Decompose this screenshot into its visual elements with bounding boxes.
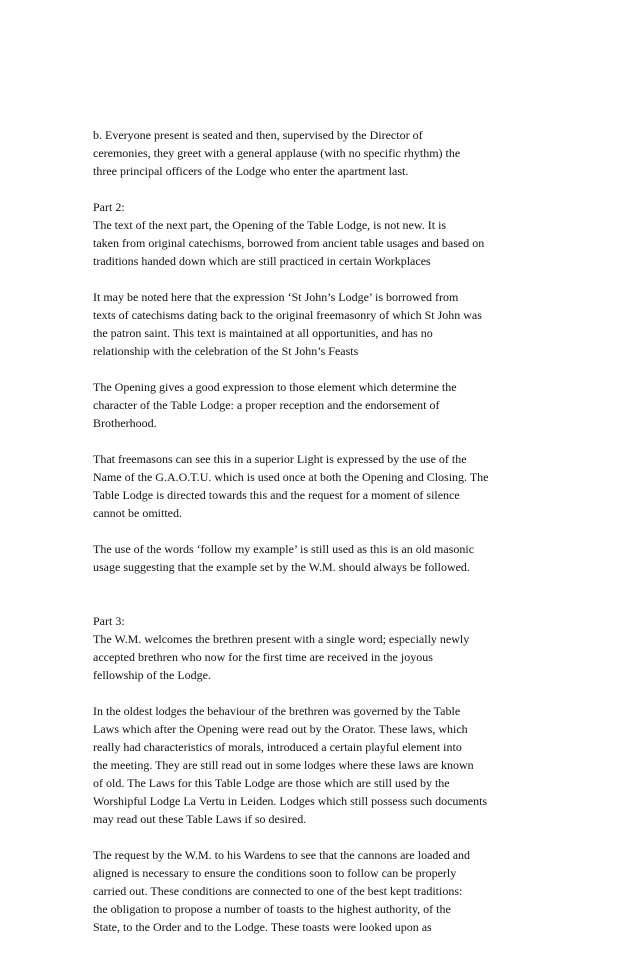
text-line: the meeting. They are still read out in some lodges where these laws are known <box>93 758 474 772</box>
text-line: the patron saint. This text is maintained at all opportunities, and has no <box>93 326 433 340</box>
section-heading: Part 2: <box>93 200 125 214</box>
paragraph-part-3 <box>93 612 523 684</box>
text-line: In the oldest lodges the behaviour of the brethren was governed by the Table <box>93 704 461 718</box>
paragraph-part-2 <box>93 198 523 270</box>
text-line: relationship with the celebration of the St John’s Feasts <box>93 344 359 358</box>
text-line: traditions handed down which are still practiced in certain Workplaces <box>93 254 431 268</box>
text-line: character of the Table Lodge: a proper reception and the endorsement of <box>93 398 440 412</box>
text-line: Worshipful Lodge La Vertu in Leiden. Lodges which still possess such documents <box>93 794 488 808</box>
text-line: aligned is necessary to ensure the conditions soon to follow can be properly <box>93 866 457 880</box>
text-line: Table Lodge is directed towards this and the request for a moment of silence <box>93 488 460 502</box>
text-line: may read out these Table Laws if so desired. <box>93 812 307 826</box>
text-line: really had characteristics of morals, introduced a certain playful element into <box>93 740 462 754</box>
text-line: ceremonies, they greet with a general applause (with no specific rhythm) the <box>93 146 461 160</box>
paragraph-follow-example <box>93 540 523 576</box>
text-line: three principal officers of the Lodge who enter the apartment last. <box>93 164 409 178</box>
paragraph-table-laws <box>93 702 523 828</box>
text-line: taken from original catechisms, borrowed from ancient table usages and based on <box>93 236 485 250</box>
text-line: The text of the next part, the Opening of the Table Lodge, is not new. It is <box>93 218 447 232</box>
paragraph-opening <box>93 378 523 432</box>
text-line: b. Everyone present is seated and then, supervised by the Director of <box>93 128 423 142</box>
text-line: Laws which after the Opening were read out by the Orator. These laws, which <box>93 722 468 736</box>
text-line: State, to the Order and to the Lodge. These toasts were looked upon as <box>93 920 432 934</box>
paragraph-superior-light <box>93 450 523 522</box>
text-line: The Opening gives a good expression to those element which determine the <box>93 380 457 394</box>
text-line: texts of catechisms dating back to the original freemasonry of which St John was <box>93 308 482 322</box>
text-line: It may be noted here that the expression ‘St John’s Lodge’ is borrowed from <box>93 290 459 304</box>
text-line: of old. The Laws for this Table Lodge are those which are still used by the <box>93 776 450 790</box>
text-line: the obligation to propose a number of toasts to the highest authority, of the <box>93 902 451 916</box>
text-line: usage suggesting that the example set by the W.M. should always be followed. <box>93 560 470 574</box>
document-body <box>93 126 523 954</box>
section-heading: Part 3: <box>93 614 125 628</box>
paragraph-cannons-toasts <box>93 846 523 936</box>
text-line: Name of the G.A.O.T.U. which is used once at both the Opening and Closing. The <box>93 470 489 484</box>
text-line: The W.M. welcomes the brethren present with a single word; especially newly <box>93 632 470 646</box>
text-line: Brotherhood. <box>93 416 157 430</box>
text-line: fellowship of the Lodge. <box>93 668 211 682</box>
text-line: The request by the W.M. to his Wardens to see that the cannons are loaded and <box>93 848 471 862</box>
paragraph-greeting <box>93 126 523 180</box>
text-line: cannot be omitted. <box>93 506 182 520</box>
text-line: That freemasons can see this in a superior Light is expressed by the use of the <box>93 452 467 466</box>
paragraph-st-johns-lodge <box>93 288 523 360</box>
text-line: carried out. These conditions are connected to one of the best kept traditions: <box>93 884 463 898</box>
text-line: The use of the words ‘follow my example’ is still used as this is an old masonic <box>93 542 475 556</box>
text-line: accepted brethren who now for the first time are received in the joyous <box>93 650 433 664</box>
